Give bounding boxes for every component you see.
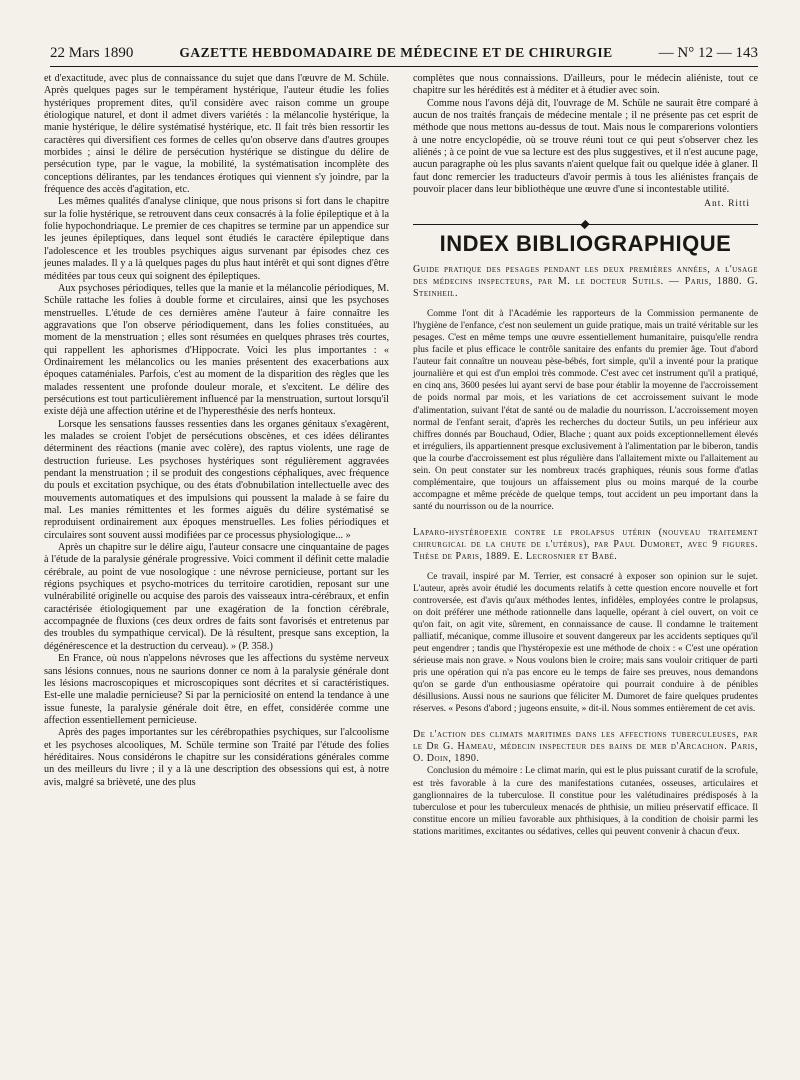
paragraph: Aux psychoses périodiques, telles que la manie et la mélancolie périodiques, M. Schüle rattache les folies à double forme et circulaires, ainsi que les psychoses menstruelles. L'étude de ces dernières amène l'auteur à faire connaître les aggravations que l'on observe périodiquement, dans les folies constituées, au moment de la menstruation ; elles sont résumées en quelques phrases très courtes, qui rappellent les aphorismes d'Hippocrate. Voici les plus importantes : « Ordinairement les mélancolics ou les manies présentent des exacerbations aux époques cataméniales. Parfois, c'est au moment de la disparition des règles que les malades ressentent une profonde douleur morale, et s'excitent. Le délire des persécutions est tout particulièrement influencé par la menstruation, surtout lorsqu'il existe déjà une affection utérine et de l'hyperesthésie des nerfs honteux.: [44, 282, 389, 418]
page-header: [50, 40, 758, 67]
reference-review: Comme l'ont dit à l'Académie les rapporteurs de la Commission permanente de l'hygiène de l'enfance, c'est non seulement un guide pratique, mais un traité véritable sur les pesages. C'est en même temps une œuvre essentiellement humanitaire, puisqu'elle rendra plus facile et plus efficace le contrôle sanitaire des enfants du premier âge. Tout d'abord l'auteur fait connaître un nouveau pèse-bébés, fort simple, qu'il a inventé pour la pratique journalière et qui est d'un emploi très commode. C'est avec cet instrument qu'il a pratiqué, en cinq ans, 3600 pesées lui ayant servi de base pour établir la moyenne de l'accroissement de poids normal par mois, et les variations de cet accroissement suivant le mode d'alimentation, suivant l'état de santé ou de maladie du nourrisson. L'accroissement moyen normal de l'enfant serait, d'après les recherches du docteur Sutils, un peu inférieur aux chiffres donnés par Bouchaud, Odier, Blache ; quant aux poids exceptionnellement élevés et irréguliers, ils appartiennent presque exclusivement à l'alimentation par le biberon, tandis que la courbe d'accroissement est plus régulière dans l'allaitement mixte ou l'allaitement au sein. On peut constater sur les nombreux tracés graphiques, réunis sous forme d'atlas complémentaire, que toujours un affaissement plus ou moins marqué de la courbe accompagne et même précède de quelque temps, tout accident un peu important dans la santé du nourrisson ou de la nourrice.: [413, 309, 758, 512]
section-divider: [413, 221, 758, 228]
issue-date: 22 Mars 1890: [50, 44, 134, 61]
issue-number: — N° 12 — 143: [658, 44, 758, 61]
author-signature: Ant. Ritti: [704, 199, 750, 210]
paragraph: Comme nous l'avons déjà dit, l'ouvrage de M. Schüle ne saurait être comparé à aucun de nos traités français de médecine mentale ; il ne présente pas cet esprit de méthode que nous mettons au-dessus de tout. Mais nous le comparerions volontiers à une notre encyclopédie, où se trouve réuni tout ce qui peut s'observer chez les aliénés ; à ce point de vue sa lecture est des plus suggestives, et il n'est aucune page, aucun paragraphe où les plus savants n'aient quelque fait ou quelque idée à glaner. Il faut donc remercier les traducteurs d'avoir permis à tous les aliénistes français de pouvoir placer dans leur bibliothèque une œuvre d'une si incontestable utilité.: [413, 97, 758, 196]
journal-title: GAZETTE HEBDOMADAIRE DE MÉDECINE ET DE CHIRURGIE: [179, 45, 613, 60]
paragraph: Après des pages importantes sur les cérébropathies psychiques, sur l'alcoolisme et les psychoses alcooliques, M. Schüle termine son Traité par l'étude des folies héréditaires. Nous considérons le chapitre sur les considérations générales comme un des meilleurs du livre ; il y a là une description des obsessions qui est, à notre avis, malgré sa brièveté, une des plus: [44, 727, 389, 788]
paragraph: Lorsque les sensations fausses ressenties dans les organes génitaux s'exagèrent, les malades se croient l'objet de persécutions obscènes, et ces idées délirantes déterminent des réactions (manie avec colère), des raptus violents, une rage de destruction furieuse. Les psychoses hystériques sont régulièrement aggravées pendant la menstruation ; il se produit des congestions céphaliques, avec fréquence du pouls et excitation psychique, ou des états d'obnubilation intellectuelle avec des mouvements automatiques et des impulsions qui poussent la malade à se faire du mal. Les manies rémittentes et les formes aiguës du délire systématisé se reproduisent ordinairement aux époques menstruelles. Les folies périodiques et circulaires sont souvent aussi modifiées par ce processus physiologique... »: [44, 418, 389, 541]
reference-review: Ce travail, inspiré par M. Terrier, est consacré à exposer son opinion sur le sujet. L'auteur, après avoir étudié les documents relatifs à cette question encore nouvelle et fort controversée, est d'avis qu'aux méthodes lentes, infidèles, employées contre le prolapsus, on doit préférer une méthode rationnelle dans laquelle, opérant à ciel ouvert, on voit ce qu'on fait, on agit vite, sûrement, en connaissance de cause. Il condamne le traitement palliatif, mécanique, comme illusoire et souvent dangereux par les accidents septiques qu'il peut engendrer ; tandis que l'hystéropexie est une méthode de choix : « C'est une opération sérieuse mais non grave. » Nous voulons bien le croire; mais sans vouloir critiquer de parti pris une opération qui n'a pas encore eu le temps de faire ses preuves, nous demandons qu'on se garde d'un enthousiasme opératoire qui pourrait conduire à de pénibles désillusions. Aussi nous ne saurions que féliciter M. Dumoret de faire quelques prudentes réserves. « Pesons d'abord ; jugeons ensuite, » dit-il. Nous sommes entièrement de cet avis.: [413, 571, 758, 715]
paragraph: En France, où nous n'appelons névroses que les affections du système nerveux sans lésions connues, nous ne saurions donner ce nom à la paralysie générale dont les lésions macroscopiques et microscopiques sont décrites et si caractéristiques. Est-elle une maladie pernicieuse? Si par la perniciosité on entend la tendance à une issue funeste, la paralysie générale doit être, en effet, considérée comme une affection essentiellement pernicieuse.: [44, 653, 389, 726]
reference-citation: De l'action des climats maritimes dans les affections tuberculeuses, par le Dr G. Hameau, médecin inspecteur des bains de mer d'Arcachon. Paris, O. Doin, 1890.: [413, 729, 758, 765]
paragraph: Après un chapitre sur le délire aigu, l'auteur consacre une cinquantaine de pages à l'étude de la paralysie générale progressive. Voici comment il définit cette maladie cérébrale, au point de vue nosologique : une névrose pernicieuse, portant sur les régions psychiques et psycho-motrices du territoire carotidien, reposant sur une vulnérabilité originelle ou acquise des parois des vaisseaux intra-cérébraux, et enfin caractérisée étiologiquement par une exagération de la fonction cérébrale, accompagnée de fluxions (ces deux ordres de faits sont favorisés et entretenus par des troubles du sympathique cervical). De là résultent, presque sans exception, la dégénérescence et la destruction du cerveau). » (P. 358.): [44, 542, 389, 652]
paragraph: et d'exactitude, avec plus de connaissance du sujet que dans l'œuvre de M. Schüle. Après quelques pages sur le tempérament hystérique, l'auteur étudie les folies hystériques proprement dites, qu'il considère avec raison comme un groupe étiologique naturel, et dont il admet divers variétés : la mélancolie hystérique, la manie hystérique, le délire systématisé hystérique, etc. Il fait très bien ressortir les caractères qui diversifient ces formes de celles qu'on observe dans d'autres groupes morbides ; ainsi le délire de persécution hystérique se distingue du délire de persécution type, par le vague, la mobilité, la systématisation incomplète des conceptions délirantes, par les tendances érotiques qui viennent s'y joindre, par la fréquence des accès d'agitation, etc.: [44, 73, 389, 196]
right-column: [413, 73, 758, 838]
left-column: [44, 73, 389, 789]
reference-citation: Guide pratique des pesages pendant les deux premières années, a l'usage des médecins inspecteurs, par M. le docteur Sutils. — Paris, 1880. G. Steinheil.: [413, 264, 758, 300]
paragraph: Les mêmes qualités d'analyse clinique, que nous prisons si fort dans le chapitre sur la folie hystérique, se retrouvent dans ceux consacrés à la folie épileptique et à la folie hypochondriaque. Le premier de ces chapitres se termine par un appendice sur les jeunes épileptiques, dans lequel sont étudiés le caractère épileptique dans l'adolescence et les troubles psychiques aigus survenant par épisodes chez ces jeunes malades. Il y a là quelques pages du plus haut intérêt et qui sont dignes d'être méditées par tous ceux qui soignent des épileptiques.: [44, 196, 389, 282]
section-heading: INDEX BIBLIOGRAPHIQUE: [439, 230, 732, 256]
paragraph: complètes que nous connaissions. D'ailleurs, pour le médecin aliéniste, tout ce chapitre sur les hérédités est à méditer et à étudier avec soin.: [413, 73, 758, 97]
reference-review: Conclusion du mémoire : Le climat marin, qui est le plus puissant curatif de la scrofule, est très favorable à la cure des manifestations cutanées, osseuses, articulaires et ganglionnaires de la tuberculose. Il constitue pour les valétudinaires prédisposés à la tuberculose et pour les tuberculeux menacés de phthisie, un milieu préservatif efficace. Il constitue encore un milieu favorable aux phthisiques, à la condition de choisir parmi les stations maritimes, excitantes ou sédatives, celles qui peuvent convenir à chacun d'eux.: [413, 766, 758, 837]
reference-citation: Laparo-hystéropexie contre le prolapsus utérin (nouveau traitement chirurgical de la chute de l'utérus), par Paul Dumoret, avec 9 figures. Thèse de Paris, 1889. E. Lecrosnier et Babé.: [413, 526, 758, 562]
